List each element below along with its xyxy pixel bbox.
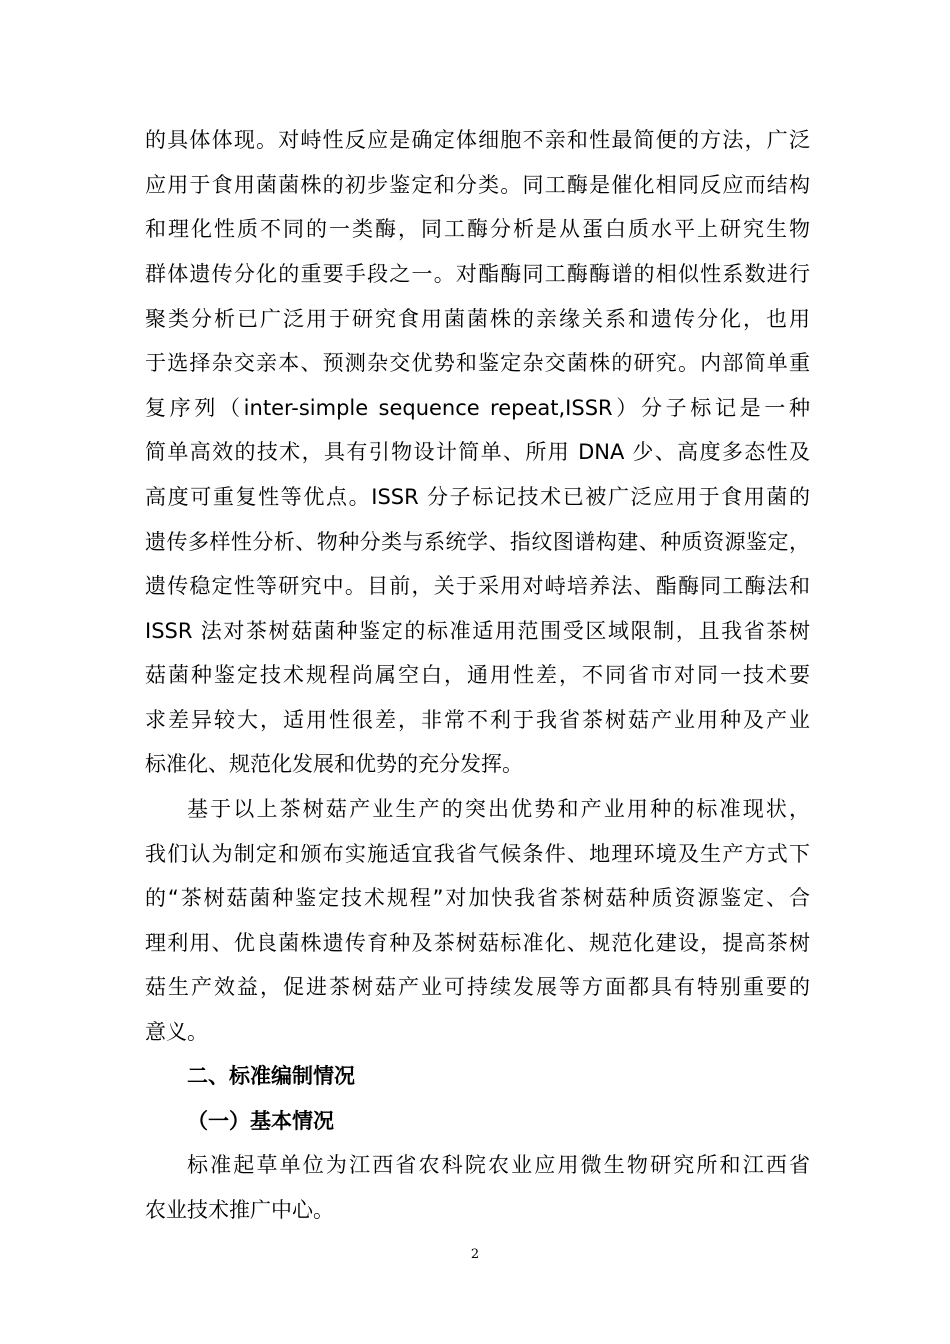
paragraph-3-line-1: 标准起草单位为江西省农科院农业应用微生物研究所和江西省	[187, 1153, 810, 1177]
paragraph-1-line-8: 简单高效的技术，具有引物设计简单、所用 DNA 少、高度多态性及	[145, 440, 810, 464]
paragraph-1-line-2: 应用于食用菌菌株的初步鉴定和分类。同工酶是催化相同反应而结构	[145, 173, 810, 197]
paragraph-2-line-1: 基于以上茶树菇产业生产的突出优势和产业用种的标准现状，	[187, 797, 810, 821]
paragraph-1-line-1: 的具体体现。对峙性反应是确定体细胞不亲和性最简便的方法，广泛	[145, 128, 810, 152]
section-heading: 二、标准编制情况	[187, 1064, 355, 1088]
paragraph-1-line-5: 聚类分析已广泛用于研究食用菌菌株的亲缘关系和遗传分化，也用	[145, 307, 810, 331]
paragraph-1-line-9: 高度可重复性等优点。ISSR 分子标记技术已被广泛应用于食用菌的	[145, 485, 810, 509]
paragraph-2-line-4: 理利用、优良菌株遗传育种及茶树菇标准化、规范化建设，提高茶树	[145, 931, 810, 955]
paragraph-1-line-15: 标准化、规范化发展和优势的充分发挥。	[145, 752, 523, 776]
paragraph-3-line-2: 农业技术推广中心。	[145, 1198, 334, 1222]
paragraph-2-line-3: 的“茶树菇菌种鉴定技术规程”对加快我省茶树菇种质资源鉴定、合	[145, 886, 810, 910]
paragraph-1-line-13: 菇菌种鉴定技术规程尚属空白，通用性差，不同省市对同一技术要	[145, 663, 810, 687]
paragraph-1-line-14: 求差异较大，适用性很差，非常不利于我省茶树菇产业用种及产业	[145, 708, 810, 732]
paragraph-2-line-6: 意义。	[145, 1020, 208, 1044]
paragraph-1-line-12: ISSR 法对茶树菇菌种鉴定的标准适用范围受区域限制，且我省茶树	[145, 619, 810, 643]
paragraph-1-line-10: 遗传多样性分析、物种分类与系统学、指纹图谱构建、种质资源鉴定，	[145, 530, 810, 554]
paragraph-2-line-5: 菇生产效益，促进茶树菇产业可持续发展等方面都具有特别重要的	[145, 975, 810, 999]
paragraph-2-line-2: 我们认为制定和颁布实施适宜我省气候条件、地理环境及生产方式下	[145, 842, 810, 866]
subsection-heading: （一）基本情况	[187, 1109, 334, 1133]
paragraph-1-line-6: 于选择杂交亲本、预测杂交优势和鉴定杂交菌株的研究。内部简单重	[145, 351, 810, 375]
page-number: 2	[470, 1247, 480, 1262]
paragraph-1-line-7: 复序列（inter-simple sequence repeat,ISSR）分子标记是一种	[145, 396, 810, 420]
paragraph-1-line-11: 遗传稳定性等研究中。目前，关于采用对峙培养法、酯酶同工酶法和	[145, 574, 810, 598]
paragraph-1-line-3: 和理化性质不同的一类酶，同工酶分析是从蛋白质水平上研究生物	[145, 217, 810, 241]
paragraph-1-line-4: 群体遗传分化的重要手段之一。对酯酶同工酶酶谱的相似性系数进行	[145, 262, 810, 286]
